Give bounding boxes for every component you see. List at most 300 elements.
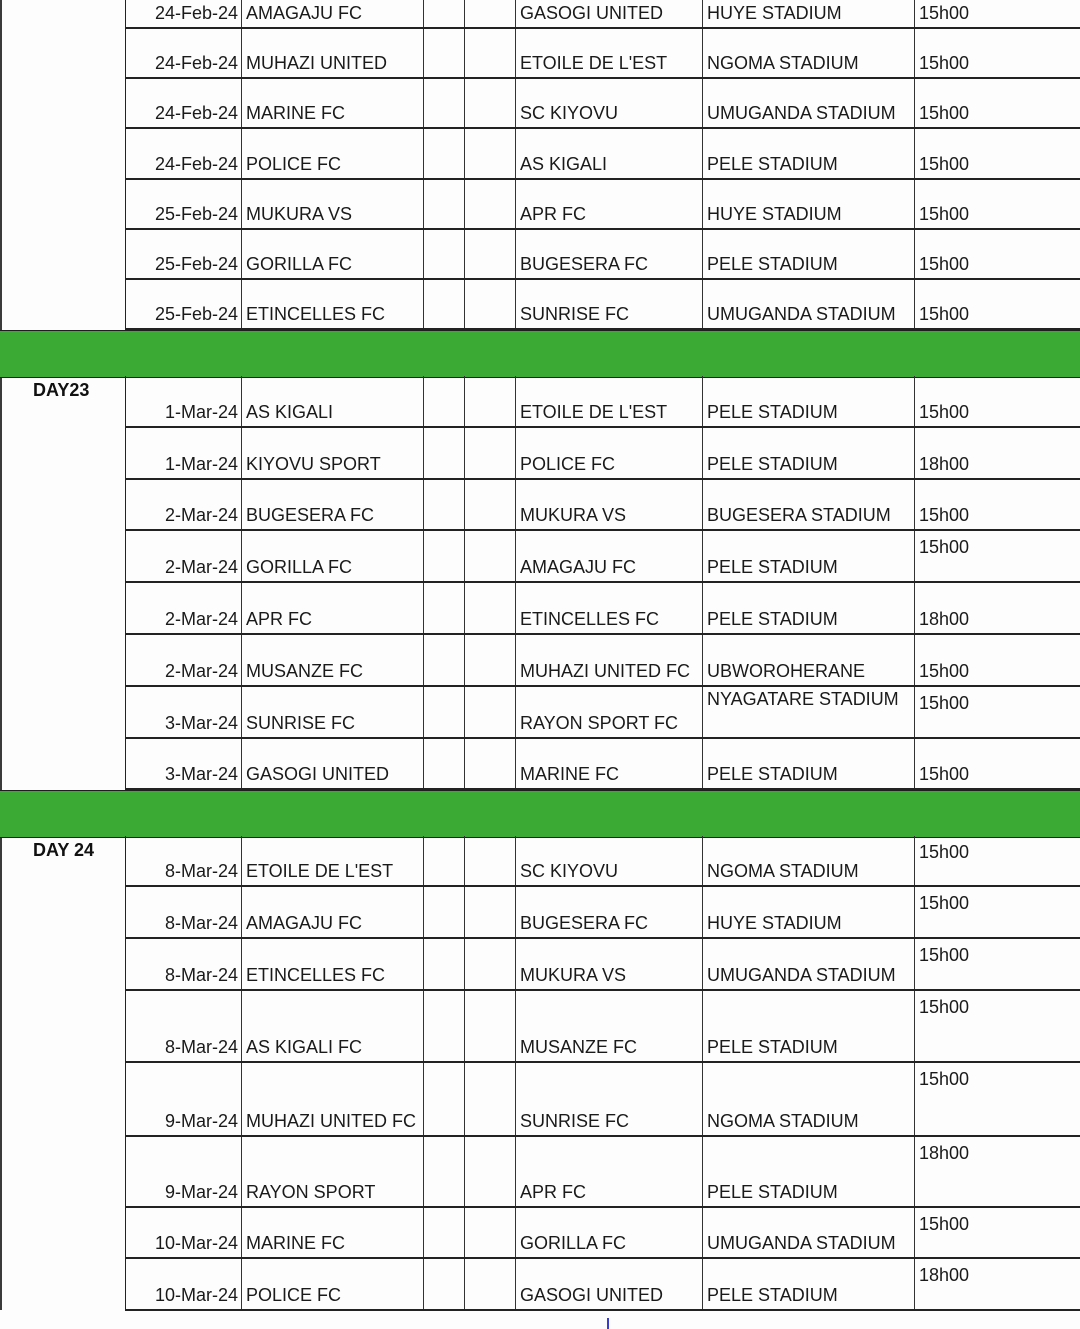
away-team-text: MUSANZE FC	[520, 1037, 637, 1057]
match-date	[125, 635, 241, 685]
match-date-text: 24-Feb-24	[154, 3, 238, 23]
home-team-text: BUGESERA FC	[246, 505, 375, 525]
home-team-text: APR FC	[246, 609, 313, 629]
away-team-text: BUGESERA FC	[520, 913, 649, 933]
away-team-text: APR FC	[520, 204, 587, 224]
home-team-text: SUNRISE FC	[246, 713, 356, 733]
kickoff-time-text: 15h00	[919, 893, 970, 913]
away-team	[515, 887, 702, 937]
venue-text: PELE STADIUM	[707, 764, 838, 784]
match-date	[125, 29, 241, 77]
venue	[702, 836, 914, 885]
fixture-row	[125, 739, 1080, 790]
venue	[702, 1208, 914, 1257]
venue	[702, 376, 914, 426]
score-cell-home	[423, 79, 464, 127]
score-cell-away	[464, 376, 515, 426]
kickoff-time-text: 15h00	[919, 997, 970, 1017]
home-team	[241, 480, 423, 529]
venue	[702, 1063, 914, 1135]
home-team-text: AMAGAJU FC	[246, 3, 363, 23]
score-cell-away	[464, 1259, 515, 1309]
kickoff-time	[914, 583, 1080, 633]
match-date	[125, 939, 241, 989]
venue	[702, 991, 914, 1061]
venue	[702, 29, 914, 77]
score-cell-away	[464, 635, 515, 685]
away-team	[515, 635, 702, 685]
fixture-row	[125, 583, 1080, 635]
match-date-text: 2-Mar-24	[164, 609, 238, 629]
kickoff-time	[914, 531, 1080, 581]
match-date	[125, 280, 241, 328]
fixture-row	[125, 687, 1080, 739]
match-date	[125, 1208, 241, 1257]
home-team	[241, 991, 423, 1061]
kickoff-time	[914, 739, 1080, 788]
kickoff-time-text: 15h00	[919, 204, 970, 224]
venue-text: UMUGANDA STADIUM	[707, 103, 896, 123]
venue-text: PELE STADIUM	[707, 557, 838, 577]
venue	[702, 79, 914, 127]
match-date	[125, 887, 241, 937]
match-date-text: 8-Mar-24	[164, 913, 238, 933]
match-date-text: 10-Mar-24	[154, 1233, 238, 1253]
score-cell-away	[464, 887, 515, 937]
match-date	[125, 428, 241, 478]
match-date-text: 8-Mar-24	[164, 1037, 238, 1057]
score-cell-home	[423, 480, 464, 529]
home-team-text: ETINCELLES FC	[246, 965, 386, 985]
venue	[702, 739, 914, 788]
score-cell-away	[464, 428, 515, 478]
match-date	[125, 687, 241, 737]
score-cell-away	[464, 1137, 515, 1206]
away-team-text: GORILLA FC	[520, 1233, 627, 1253]
away-team-text: RAYON SPORT FC	[520, 713, 679, 733]
match-date	[125, 531, 241, 581]
venue	[702, 280, 914, 328]
day-label: DAY23	[33, 380, 90, 400]
match-date	[125, 1137, 241, 1206]
kickoff-time-text: 15h00	[919, 1069, 970, 1089]
home-team-text: GORILLA FC	[246, 254, 353, 274]
score-cell-away	[464, 836, 515, 885]
home-team-text: AS KIGALI	[246, 402, 334, 422]
venue-text: UMUGANDA STADIUM	[707, 965, 896, 985]
kickoff-time-text: 18h00	[919, 1265, 970, 1285]
home-team-text: ETINCELLES FC	[246, 304, 386, 324]
home-team-text: AS KIGALI FC	[246, 1037, 363, 1057]
fixture-row	[125, 280, 1080, 330]
kickoff-time-text: 15h00	[919, 945, 970, 965]
home-team-text: POLICE FC	[246, 1285, 342, 1305]
kickoff-time	[914, 79, 1080, 127]
score-cell-away	[464, 1208, 515, 1257]
match-date-text: 2-Mar-24	[164, 505, 238, 525]
fixture-row	[125, 1208, 1080, 1259]
home-team	[241, 739, 423, 788]
score-cell-away	[464, 1063, 515, 1135]
kickoff-time-text: 15h00	[919, 3, 970, 23]
home-team	[241, 939, 423, 989]
pen-mark	[607, 1318, 609, 1329]
home-team	[241, 1063, 423, 1135]
venue	[702, 180, 914, 228]
match-date	[125, 836, 241, 885]
away-team	[515, 687, 702, 737]
green-separator-band	[0, 330, 1080, 378]
away-team-text: APR FC	[520, 1182, 587, 1202]
venue-text: HUYE STADIUM	[707, 913, 842, 933]
away-team-text: ETOILE DE L'EST	[520, 53, 668, 73]
match-date-text: 8-Mar-24	[164, 861, 238, 881]
away-team	[515, 230, 702, 278]
match-date-text: 24-Feb-24	[154, 103, 238, 123]
home-team	[241, 29, 423, 77]
score-cell-home	[423, 1137, 464, 1206]
kickoff-time-text: 15h00	[919, 402, 970, 422]
away-team-text: SUNRISE FC	[520, 304, 630, 324]
venue	[702, 480, 914, 529]
home-team	[241, 887, 423, 937]
score-cell-home	[423, 939, 464, 989]
score-cell-home	[423, 280, 464, 328]
score-cell-home	[423, 887, 464, 937]
home-team-text: MUKURA VS	[246, 204, 353, 224]
fixture-row	[125, 836, 1080, 887]
kickoff-time	[914, 939, 1080, 989]
kickoff-time-text: 15h00	[919, 103, 970, 123]
match-date-text: 24-Feb-24	[154, 154, 238, 174]
away-team	[515, 480, 702, 529]
home-team	[241, 376, 423, 426]
home-team	[241, 180, 423, 228]
kickoff-time	[914, 376, 1080, 426]
venue	[702, 230, 914, 278]
venue-text: HUYE STADIUM	[707, 3, 842, 23]
match-date-text: 25-Feb-24	[154, 204, 238, 224]
away-team	[515, 79, 702, 127]
away-team	[515, 739, 702, 788]
score-cell-home	[423, 1259, 464, 1309]
home-team-text: MARINE FC	[246, 1233, 345, 1253]
score-cell-home	[423, 583, 464, 633]
fixture-row	[125, 29, 1080, 79]
venue	[702, 687, 914, 737]
fixture-row	[125, 230, 1080, 280]
fixture-row	[125, 1063, 1080, 1137]
fixture-row	[125, 129, 1080, 180]
away-team-text: SC KIYOVU	[520, 103, 619, 123]
score-cell-home	[423, 836, 464, 885]
match-date-text: 24-Feb-24	[154, 53, 238, 73]
kickoff-time	[914, 1208, 1080, 1257]
kickoff-time-text: 15h00	[919, 505, 970, 525]
kickoff-time	[914, 29, 1080, 77]
score-cell-home	[423, 739, 464, 788]
match-date	[125, 583, 241, 633]
away-team	[515, 1208, 702, 1257]
kickoff-time-text: 15h00	[919, 842, 970, 862]
kickoff-time	[914, 0, 1080, 27]
home-team	[241, 129, 423, 178]
venue	[702, 635, 914, 685]
home-team	[241, 531, 423, 581]
home-team-text: MARINE FC	[246, 103, 345, 123]
score-cell-home	[423, 991, 464, 1061]
home-team-text: MUSANZE FC	[246, 661, 363, 681]
home-team-text: ETOILE DE L'EST	[246, 861, 394, 881]
kickoff-time-text: 18h00	[919, 1143, 970, 1163]
match-date-text: 9-Mar-24	[164, 1182, 238, 1202]
venue-text: PELE STADIUM	[707, 1285, 838, 1305]
match-date-text: 8-Mar-24	[164, 965, 238, 985]
away-team	[515, 991, 702, 1061]
kickoff-time-text: 15h00	[919, 661, 970, 681]
match-date	[125, 1063, 241, 1135]
match-date	[125, 739, 241, 788]
venue-text: NGOMA STADIUM	[707, 53, 859, 73]
fixture-row	[125, 939, 1080, 991]
venue-text: PELE STADIUM	[707, 254, 838, 274]
score-cell-away	[464, 180, 515, 228]
away-team	[515, 29, 702, 77]
match-date-text: 1-Mar-24	[164, 402, 238, 422]
venue	[702, 1259, 914, 1309]
away-team-text: AMAGAJU FC	[520, 557, 637, 577]
venue-text: PELE STADIUM	[707, 402, 838, 422]
away-team-text: ETOILE DE L'EST	[520, 402, 668, 422]
kickoff-time	[914, 991, 1080, 1061]
kickoff-time	[914, 836, 1080, 885]
venue	[702, 939, 914, 989]
score-cell-away	[464, 230, 515, 278]
kickoff-time-text: 15h00	[919, 254, 970, 274]
away-team-text: BUGESERA FC	[520, 254, 649, 274]
match-date-text: 25-Feb-24	[154, 304, 238, 324]
home-team-text: GASOGI UNITED	[246, 764, 390, 784]
match-date	[125, 230, 241, 278]
fixture-row	[125, 887, 1080, 939]
away-team-text: SC KIYOVU	[520, 861, 619, 881]
away-team	[515, 1137, 702, 1206]
score-cell-home	[423, 0, 464, 27]
score-cell-home	[423, 687, 464, 737]
venue-text: PELE STADIUM	[707, 1037, 838, 1057]
away-team	[515, 0, 702, 27]
venue	[702, 428, 914, 478]
away-team	[515, 939, 702, 989]
kickoff-time	[914, 280, 1080, 328]
kickoff-time-text: 15h00	[919, 693, 970, 713]
score-cell-home	[423, 376, 464, 426]
score-cell-away	[464, 129, 515, 178]
kickoff-time-text: 18h00	[919, 609, 970, 629]
score-cell-home	[423, 180, 464, 228]
home-team	[241, 583, 423, 633]
score-cell-away	[464, 79, 515, 127]
home-team-text: POLICE FC	[246, 154, 342, 174]
fixture-row	[125, 180, 1080, 230]
venue	[702, 129, 914, 178]
home-team-text: MUHAZI UNITED FC	[246, 1111, 416, 1131]
venue-text: UBWOROHERANE	[707, 661, 866, 681]
score-cell-away	[464, 739, 515, 788]
away-team	[515, 1259, 702, 1309]
home-team-text: GORILLA FC	[246, 557, 353, 577]
match-date	[125, 180, 241, 228]
match-date	[125, 991, 241, 1061]
kickoff-time	[914, 129, 1080, 178]
kickoff-time	[914, 635, 1080, 685]
fixture-row	[125, 991, 1080, 1063]
fixture-row	[125, 1137, 1080, 1208]
score-cell-away	[464, 583, 515, 633]
away-team-text: GASOGI UNITED	[520, 1285, 664, 1305]
home-team	[241, 836, 423, 885]
home-team	[241, 1137, 423, 1206]
kickoff-time-text: 15h00	[919, 764, 970, 784]
kickoff-time-text: 15h00	[919, 304, 970, 324]
home-team	[241, 428, 423, 478]
venue	[702, 583, 914, 633]
away-team-text: GASOGI UNITED	[520, 3, 664, 23]
home-team-text: AMAGAJU FC	[246, 913, 363, 933]
match-date	[125, 376, 241, 426]
home-team-text: KIYOVU SPORT	[246, 454, 381, 474]
kickoff-time-text: 15h00	[919, 154, 970, 174]
fixture-row	[125, 0, 1080, 29]
score-cell-home	[423, 1208, 464, 1257]
kickoff-time	[914, 180, 1080, 228]
fixture-row	[125, 1259, 1080, 1311]
away-team	[515, 180, 702, 228]
score-cell-away	[464, 29, 515, 77]
away-team-text: AS KIGALI	[520, 154, 608, 174]
away-team-text: POLICE FC	[520, 454, 616, 474]
kickoff-time-text: 15h00	[919, 53, 970, 73]
fixture-row	[125, 531, 1080, 583]
home-team-text: RAYON SPORT	[246, 1182, 376, 1202]
match-date-text: 2-Mar-24	[164, 661, 238, 681]
away-team	[515, 129, 702, 178]
score-cell-away	[464, 480, 515, 529]
green-separator-band	[0, 790, 1080, 838]
venue-text: NGOMA STADIUM	[707, 1111, 859, 1131]
home-team	[241, 0, 423, 27]
kickoff-time	[914, 1137, 1080, 1206]
away-team-text: MUKURA VS	[520, 505, 627, 525]
home-team	[241, 687, 423, 737]
home-team	[241, 635, 423, 685]
venue-text: PELE STADIUM	[707, 1182, 838, 1202]
away-team-text: SUNRISE FC	[520, 1111, 630, 1131]
score-cell-home	[423, 428, 464, 478]
away-team	[515, 428, 702, 478]
match-date-text: 1-Mar-24	[164, 454, 238, 474]
match-date	[125, 480, 241, 529]
kickoff-time-text: 15h00	[919, 537, 970, 557]
score-cell-away	[464, 0, 515, 27]
venue-text: PELE STADIUM	[707, 609, 838, 629]
away-team	[515, 376, 702, 426]
away-team	[515, 280, 702, 328]
fixture-row	[125, 428, 1080, 480]
score-cell-away	[464, 991, 515, 1061]
score-cell-home	[423, 531, 464, 581]
match-date-text: 10-Mar-24	[154, 1285, 238, 1305]
away-team-text: ETINCELLES FC	[520, 609, 660, 629]
kickoff-time	[914, 1063, 1080, 1135]
away-team-text: MUKURA VS	[520, 965, 627, 985]
match-date	[125, 79, 241, 127]
match-date-text: 25-Feb-24	[154, 254, 238, 274]
away-team-text: MARINE FC	[520, 764, 619, 784]
kickoff-time	[914, 480, 1080, 529]
page-left-edge	[0, 0, 2, 1310]
score-cell-home	[423, 1063, 464, 1135]
home-team	[241, 1259, 423, 1309]
fixture-row	[125, 480, 1080, 531]
fixture-row	[125, 376, 1080, 428]
away-team	[515, 1063, 702, 1135]
kickoff-time	[914, 428, 1080, 478]
match-date-text: 3-Mar-24	[164, 764, 238, 784]
score-cell-home	[423, 635, 464, 685]
venue-text: HUYE STADIUM	[707, 204, 842, 224]
score-cell-away	[464, 939, 515, 989]
venue	[702, 531, 914, 581]
kickoff-time	[914, 687, 1080, 737]
match-date	[125, 129, 241, 178]
match-date-text: 9-Mar-24	[164, 1111, 238, 1131]
score-cell-away	[464, 280, 515, 328]
fixture-row	[125, 635, 1080, 687]
away-team-text: MUHAZI UNITED FC	[520, 661, 690, 681]
fixture-row	[125, 79, 1080, 129]
kickoff-time-text: 15h00	[919, 1214, 970, 1234]
score-cell-away	[464, 531, 515, 581]
kickoff-time	[914, 230, 1080, 278]
match-date-text: 3-Mar-24	[164, 713, 238, 733]
venue-text: PELE STADIUM	[707, 154, 838, 174]
venue-text: NYAGATARE STADIUM	[707, 689, 899, 709]
home-team-text: MUHAZI UNITED	[246, 53, 387, 73]
venue-text: UMUGANDA STADIUM	[707, 304, 896, 324]
home-team	[241, 230, 423, 278]
venue-text: BUGESERA STADIUM	[707, 505, 891, 525]
score-cell-home	[423, 29, 464, 77]
venue-text: UMUGANDA STADIUM	[707, 1233, 896, 1253]
home-team	[241, 79, 423, 127]
score-cell-home	[423, 230, 464, 278]
venue	[702, 0, 914, 27]
venue	[702, 887, 914, 937]
score-cell-home	[423, 129, 464, 178]
kickoff-time	[914, 1259, 1080, 1309]
away-team	[515, 531, 702, 581]
venue	[702, 1137, 914, 1206]
kickoff-time-text: 18h00	[919, 454, 970, 474]
home-team	[241, 1208, 423, 1257]
home-team	[241, 280, 423, 328]
venue-text: PELE STADIUM	[707, 454, 838, 474]
match-date-text: 2-Mar-24	[164, 557, 238, 577]
score-cell-away	[464, 687, 515, 737]
match-date	[125, 0, 241, 27]
match-date	[125, 1259, 241, 1309]
